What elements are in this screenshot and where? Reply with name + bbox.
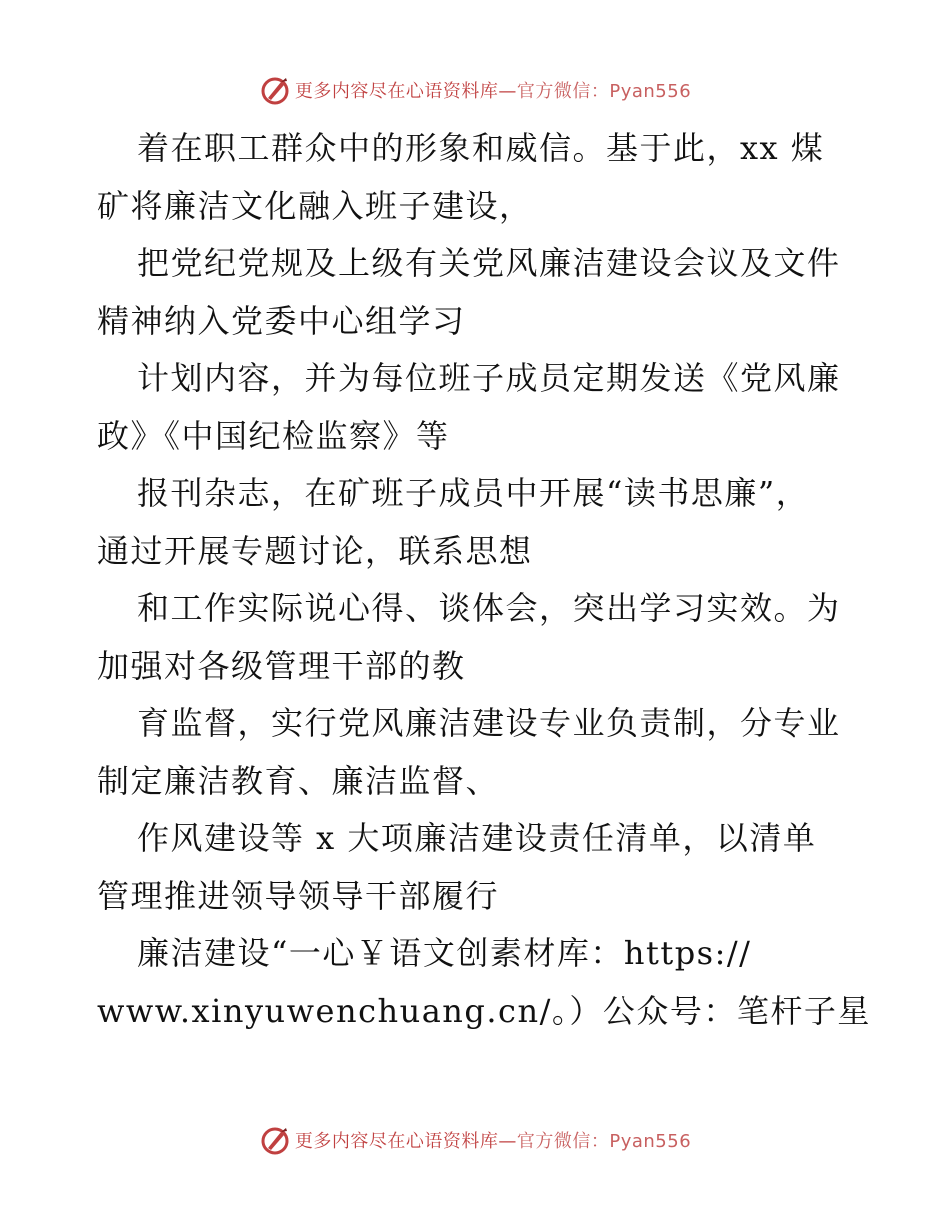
body-line: 和工作实际说心得、谈体会，突出学习实效。为 (137, 589, 841, 627)
footer-banner-main: 更多内容尽在心语资料库 (294, 1131, 499, 1152)
body-line: 育监督，实行党风廉洁建设专业负责制，分专业 (137, 704, 841, 742)
library-logo-icon (259, 74, 291, 106)
body-line: 管理推进领导领导干部履行 (97, 876, 500, 915)
body-line: 政》《中国纪检监察》等 (97, 416, 450, 455)
body-line: 作风建设等 x 大项廉洁建设责任清单，以清单 (137, 819, 817, 857)
body-line: 精神纳入党委中心组学习 (97, 301, 466, 340)
footer-banner-text (295, 1127, 691, 1153)
body-line: 着在职工群众中的形象和威信。基于此，xx 煤 (137, 129, 825, 167)
footer-banner-wechat: 官方微信：Pyan556 (516, 1131, 692, 1152)
body-line: 通过开展专题讨论，联系思想 (97, 531, 533, 570)
header-banner (0, 70, 950, 110)
body-line: 把党纪党规及上级有关党风廉洁建设会议及文件 (137, 244, 841, 282)
header-banner-wechat: 官方微信：Pyan556 (516, 81, 692, 102)
header-banner-separator: — (498, 81, 517, 102)
body-line: 廉洁建设“一心￥语文创素材库：https:// (137, 934, 752, 972)
header-banner-text (295, 77, 691, 103)
body-line: 加强对各级管理干部的教 (97, 646, 466, 685)
body-line: 矿将廉洁文化融入班子建设， (97, 186, 533, 225)
body-line: www.xinyuwenchuang.cn/。）公众号：笔杆子星 (97, 991, 871, 1030)
footer-banner-separator: — (498, 1131, 517, 1152)
footer-banner (0, 1120, 950, 1160)
header-banner-main: 更多内容尽在心语资料库 (294, 81, 499, 102)
body-line: 报刊杂志，在矿班子成员中开展“读书思廉”， (137, 474, 810, 512)
document-body (97, 120, 871, 1040)
body-line: 计划内容，并为每位班子成员定期发送《党风廉 (137, 359, 841, 397)
library-logo-icon (259, 1124, 291, 1156)
body-line: 制定廉洁教育、廉洁监督、 (97, 761, 500, 800)
